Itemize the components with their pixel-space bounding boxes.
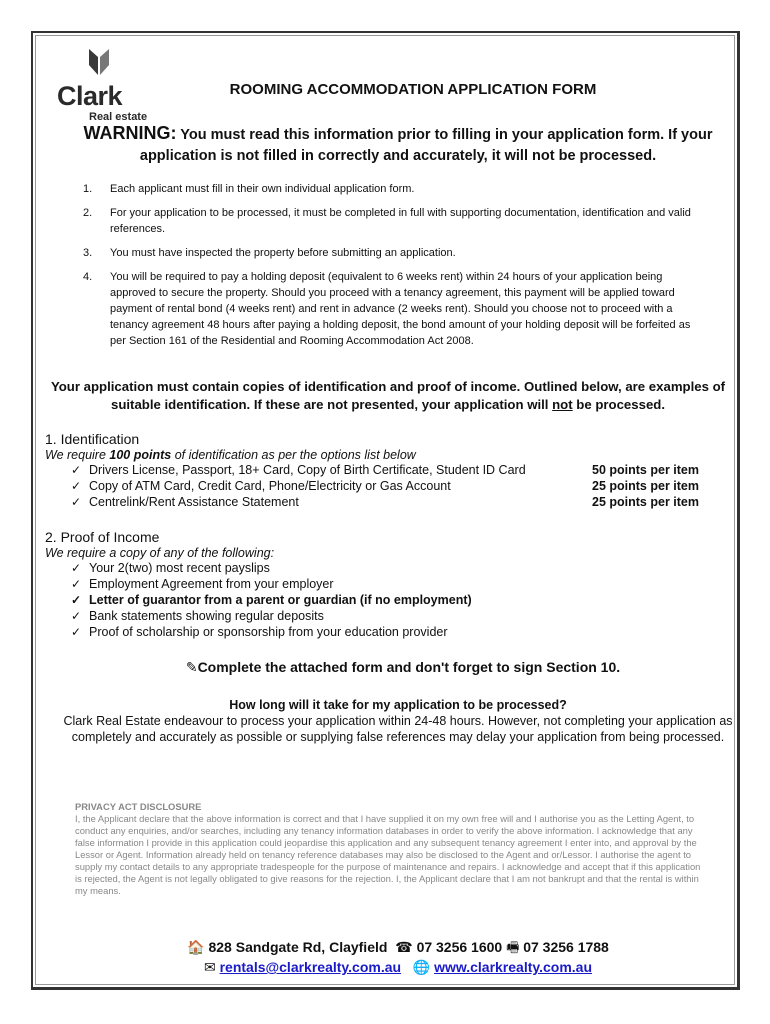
notice-underlined: not	[552, 397, 573, 412]
lead-pre: We require	[45, 448, 110, 462]
rule-text: You will be required to pay a holding deposit (equivalent to 6 weeks rent) within 24 hours of your application being approved to secure the property. Should you proceed with a tenancy agreement, this payment will be applied toward payment of rental bond (4 weeks rent) and rent in advance (2 weeks rent). Should you choose not to proceed with a tenancy agreement 48 hours after paying a holding deposit, the bond amount of your holding deposit will be forfeited as per Section 161 of the Residential and Rooming Accommodation Act 2008.	[110, 271, 691, 347]
privacy-text: I, the Applicant declare that the above information is correct and that I have supplied it on my own free will and I authorise you as the Letting Agent, to conduct any enquiries, and/or searches, including any tenancy information databases in order to verify the above information. I acknowledge that any false information I provide in this application could jeopardise this application and any subsequent tenancy agreement I enter into, and approval by the Lessor or Agent. Information already held on tenancy reference databases may also be disclosed to the Agent and or/Lessor. I authorise the agent to supply my contact details to any appropriate tradespeople for the purpose of maintenance and repairs. I acknowledge and accept that if this application is rejected, the Agent is not legally obligated to give reasons for the rejection. I, the Applicant declare that I am not bankrupt and that the rental is within my means.	[75, 813, 701, 896]
phone-icon: ☎	[395, 939, 413, 955]
rule-text: For your application to be processed, it must be completed in full with supporting documentation, identification and valid references.	[110, 207, 691, 235]
check-icon: ✓	[71, 577, 82, 591]
id-option-points: 25 points per item	[592, 495, 699, 509]
income-option-text: Proof of scholarship or sponsorship from your education provider	[89, 625, 448, 639]
income-heading: 2. Proof of Income	[45, 529, 160, 545]
income-option-text: Bank statements showing regular deposits	[89, 609, 324, 623]
notice-text-1: Your application must contain copies of identification and proof of income. Outlined below, are examples of suitable identification. If these are not presented, your application will	[50, 379, 726, 412]
income-option-text: Employment Agreement from your employer	[89, 577, 334, 591]
check-icon: ✓	[71, 479, 82, 493]
contact-line-2	[93, 957, 703, 977]
id-option	[45, 494, 725, 510]
warning-text: You must read this information prior to filling in your application form. If your application is not filled in correctly and accurately, it will not be processed.	[139, 127, 713, 164]
logo-mark-icon	[89, 49, 109, 75]
id-option-text: Centrelink/Rent Assistance Statement	[89, 495, 299, 509]
income-option-text: Your 2(two) most recent payslips	[89, 561, 270, 575]
email-icon: ✉	[203, 959, 216, 975]
id-option-text: Drivers License, Passport, 18+ Card, Copy of Birth Certificate, Student ID Card	[89, 463, 526, 477]
rule-item	[83, 245, 693, 261]
contact-line-1	[93, 937, 703, 957]
identification-heading: 1. Identification	[45, 431, 140, 447]
income-option	[45, 608, 725, 624]
check-icon: ✓	[71, 625, 82, 639]
fax-number: 07 3256 1788	[523, 939, 609, 955]
form-title: ROOMING ACCOMMODATION APPLICATION FORM	[229, 81, 597, 98]
income-section	[45, 529, 725, 640]
rule-item	[83, 205, 693, 237]
warning-block	[63, 123, 733, 167]
check-icon: ✓	[71, 593, 82, 607]
fax-icon: 🖷	[506, 939, 520, 955]
rule-number: 1.	[83, 183, 93, 195]
identification-lead	[45, 448, 725, 462]
email-link[interactable]: rentals@clarkrealty.com.au	[219, 959, 402, 975]
rule-item	[83, 181, 693, 197]
lead-post: of identification as per the options list below	[171, 448, 416, 462]
processing-info	[63, 697, 733, 745]
clark-logo	[55, 49, 175, 123]
income-option-text: Letter of guarantor from a parent or guardian (if no employment)	[89, 593, 472, 607]
notice-text-2: be processed.	[572, 397, 665, 412]
rule-text: You must have inspected the property before submitting an application.	[110, 247, 456, 259]
identification-section	[45, 431, 725, 510]
privacy-heading: PRIVACY ACT DISCLOSURE	[75, 801, 202, 812]
check-icon: ✓	[71, 463, 82, 477]
income-lead: We require a copy of any of the following:	[45, 546, 275, 560]
contact-footer	[93, 937, 703, 977]
warning-label: WARNING:	[83, 123, 177, 143]
check-icon: ✓	[71, 561, 82, 575]
house-icon: 🏠	[187, 939, 205, 955]
processing-question: How long will it take for my application to be processed?	[229, 698, 567, 712]
privacy-disclosure	[75, 801, 701, 897]
rule-number: 2.	[83, 207, 93, 219]
logo-brand: Clark	[57, 81, 123, 111]
page-frame	[31, 31, 740, 990]
phone-number: 07 3256 1600	[416, 939, 503, 955]
globe-icon: 🌐	[412, 959, 431, 975]
check-icon: ✓	[71, 609, 82, 623]
rule-item	[83, 269, 693, 349]
processing-answer: Clark Real Estate endeavour to process your application within 24-48 hours. However, not completing your application as completely and accurately as possible or supplying false references may delay your application from being processed.	[63, 714, 733, 744]
id-option-points: 50 points per item	[592, 463, 699, 477]
income-option	[45, 560, 725, 576]
id-option	[45, 478, 725, 494]
rule-number: 3.	[83, 247, 93, 259]
rule-text: Each applicant must fill in their own individual application form.	[110, 183, 415, 195]
complete-form-reminder	[133, 659, 673, 676]
logo-subtitle: Real estate	[89, 111, 148, 123]
income-option	[45, 576, 725, 592]
website-link[interactable]: www.clarkrealty.com.au	[434, 959, 593, 975]
rules-list	[83, 181, 693, 357]
id-option	[45, 462, 725, 478]
income-option	[45, 624, 725, 640]
rule-number: 4.	[83, 271, 93, 283]
check-icon: ✓	[71, 495, 82, 509]
id-option-text: Copy of ATM Card, Credit Card, Phone/Electricity or Gas Account	[89, 479, 451, 493]
pencil-icon: ✎	[185, 659, 198, 675]
id-option-points: 25 points per item	[592, 479, 699, 493]
lead-bold: 100 points	[109, 448, 172, 462]
requirements-notice	[43, 378, 733, 414]
address-text: 828 Sandgate Rd, Clayfield	[208, 939, 388, 955]
income-option	[45, 592, 725, 608]
complete-text: Complete the attached form and don't forget to sign Section 10.	[197, 659, 621, 675]
